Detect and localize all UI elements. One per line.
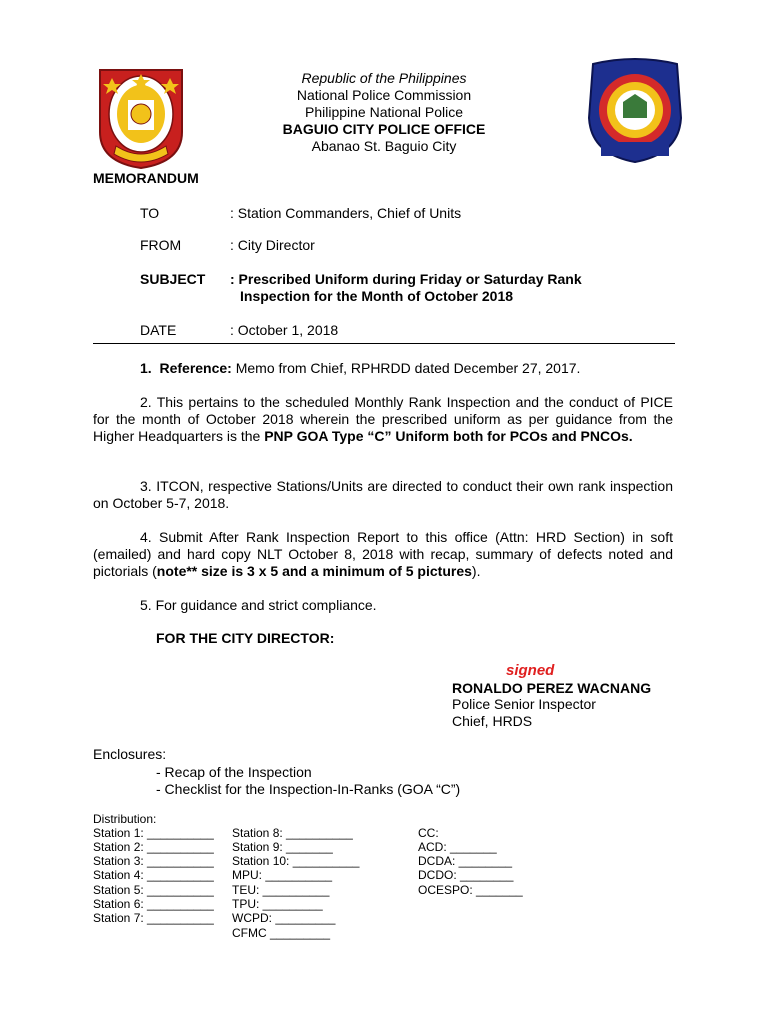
distribution-entry: OCESPO: _______	[418, 883, 523, 897]
signatory-position: Chief, HRDS	[452, 713, 533, 729]
distribution-entry: Station 5: __________	[93, 883, 214, 897]
enclosures-title: Enclosures:	[93, 746, 167, 762]
distribution-entry: Station 1: __________	[93, 826, 214, 840]
header-napolcom: National Police Commission	[296, 87, 472, 103]
from-label: FROM	[140, 237, 182, 253]
distribution-entry: Station 8: __________	[232, 826, 353, 840]
memo-title: MEMORANDUM	[93, 170, 199, 186]
p2-bold: PNP GOA Type “C” Uniform both for PCOs and PNCOs.	[264, 428, 633, 444]
p4-text: 4. Submit After Rank Inspection Report to this office (Attn: HRD Section) in soft (emailed) and hard copy NLT October 8, 2018 with recap, summary of defects noted and pictorials (	[93, 529, 673, 579]
paragraph-2	[93, 394, 673, 445]
to-label: TO	[140, 205, 160, 221]
distribution-entry: Station 7: __________	[93, 911, 214, 925]
p1-number: 1.	[140, 360, 152, 376]
p2-text: 2. This pertains to the scheduled Monthly Rank Inspection and the conduct of PICE for the month of October 2018 wherein the prescribed uniform as per guidance from the Higher Headquarters is the	[93, 394, 673, 444]
distribution-entry: Station 6: __________	[93, 897, 214, 911]
paragraph-4	[93, 529, 673, 580]
distribution-entry: CFMC _________	[232, 926, 331, 940]
distribution-entry: Station 9: _______	[232, 840, 333, 854]
distribution-col-3	[418, 826, 558, 906]
distribution-entry: Station 2: __________	[93, 840, 214, 854]
distribution-entry: Station 4: __________	[93, 868, 214, 882]
header-office: BAGUIO CITY POLICE OFFICE	[282, 121, 486, 137]
distribution-title: Distribution:	[93, 812, 157, 826]
from-value: : City Director	[230, 237, 315, 253]
distribution-entry: WCPD: _________	[232, 911, 336, 925]
signed-mark: signed	[506, 662, 555, 679]
paragraph-1	[140, 360, 680, 377]
distribution-entry: DCDA: ________	[418, 854, 513, 868]
distribution-entry: Station 10: __________	[232, 854, 360, 868]
distribution-col-1	[93, 826, 233, 936]
date-label: DATE	[140, 322, 177, 338]
subject-line-2: Inspection for the Month of October 2018	[240, 288, 514, 304]
header-divider	[93, 343, 675, 344]
distribution-entry: TEU: __________	[232, 883, 330, 897]
signatory-name: RONALDO PEREZ WACNANG	[452, 680, 652, 696]
to-value: : Station Commanders, Chief of Units	[230, 205, 462, 221]
distribution-col-2	[232, 826, 392, 946]
paragraph-3: 3. ITCON, respective Stations/Units are directed to conduct their own rank inspection on October 5-7, 2018.	[93, 478, 673, 511]
p4-bold: note** size is 3 x 5 and a minimum of 5 pictures	[156, 563, 472, 579]
enclosure-item: - Recap of the Inspection	[156, 764, 312, 780]
distribution-entry: MPU: __________	[232, 868, 333, 882]
header-address: Abanao St. Baguio City	[311, 138, 457, 154]
distribution-entry: CC:	[418, 826, 439, 840]
for-city-director: FOR THE CITY DIRECTOR:	[156, 630, 335, 646]
distribution-entry: DCDO: ________	[418, 868, 514, 882]
distribution-entry: ACD: _______	[418, 840, 497, 854]
signatory-rank: Police Senior Inspector	[452, 696, 596, 712]
header-pnp: Philippine National Police	[305, 104, 463, 120]
paragraph-5: 5. For guidance and strict compliance.	[140, 597, 377, 613]
p4-end: ).	[471, 563, 481, 579]
p1-text: Memo from Chief, RPHRDD dated December 27, 2017.	[231, 360, 581, 376]
distribution-entry: TPU: _________	[232, 897, 323, 911]
subject-label: SUBJECT	[140, 271, 206, 287]
header-republic: Republic of the Philippines	[301, 70, 467, 86]
subject-line-1: : Prescribed Uniform during Friday or Saturday Rank	[230, 271, 582, 287]
date-value: : October 1, 2018	[230, 322, 339, 338]
distribution-entry: Station 3: __________	[93, 854, 214, 868]
enclosure-item: - Checklist for the Inspection-In-Ranks (GOA “C”)	[156, 781, 461, 797]
p1-reference-label: Reference:	[159, 360, 232, 376]
